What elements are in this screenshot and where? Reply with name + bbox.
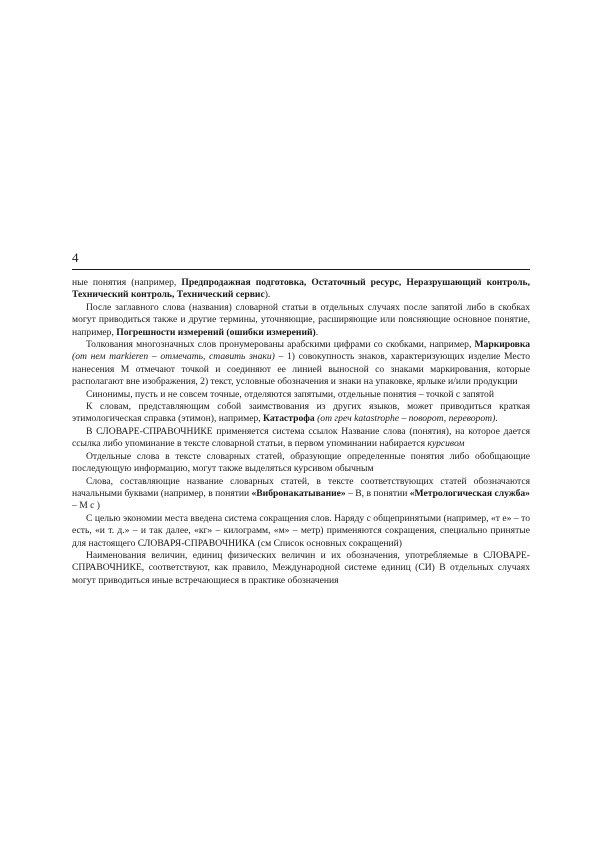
- text-segment: С целью экономии места введена система сокращения слов. Наряду с общепринятыми (например, «т е» – то есть, «и т. д.» – и так далее, «кг» – килограмм, «м» – метр) применяются сокращения, специально принятые для настоящего СЛОВАРЯ-СПРАВОЧНИКА (см Список основных сокращений): [72, 512, 530, 549]
- paragraph: [72, 550, 530, 587]
- bold-term: Маркировка: [474, 339, 530, 351]
- bold-term: «Вибронакатывание»: [251, 487, 346, 499]
- body-text: [72, 277, 530, 587]
- paragraph: [72, 389, 530, 401]
- text-segment: ).: [264, 289, 271, 301]
- text-segment: Наименования величин, единиц физических величин и их обозначения, употребляемые в СЛОВАРЕ-СПРАВОЧНИКЕ, соответствуют, как правило, Международной системе единиц (СИ) В отдельных случаях могут приводиться иные встречающиеся в практике обозначения: [72, 549, 530, 586]
- paragraph: [72, 401, 530, 426]
- paragraph: [72, 302, 530, 339]
- bold-term: Катастрофа: [263, 413, 315, 425]
- paragraph: [72, 277, 530, 302]
- text-segment: – В, в понятии: [345, 487, 410, 499]
- text-segment: Отдельные слова в тексте словарных статей, образующие определенные понятия либо обобщающие последующую информацию, могут также выделяться курсивом обычным: [72, 450, 530, 475]
- italic-text: курсивом: [427, 438, 465, 450]
- bold-term: Предпродажная подготовка, Остаточный ресурс, Неразрушающий контроль, Технический контроль, Технический сервис: [72, 277, 530, 301]
- bold-term: Погрешности измерений (ошибки измерений): [116, 326, 316, 338]
- header-rule: [72, 269, 530, 270]
- text-segment: .: [495, 413, 498, 425]
- italic-text: (от нем markieren – отмечать, ставить знаки): [72, 351, 275, 363]
- text-segment: Слова, составляющие название словарных статей, в тексте соответствующих статей обозначаются начальными буквами (например, в понятии: [72, 475, 530, 499]
- text-segment: После заглавного слова (названия) словарной статьи в отдельных случаях после запятой либо в скобках могут приводиться также и другие термины, уточняющие, расширяющие или поясняющие основное понятие, например,: [72, 301, 530, 338]
- text-segment: – 1) совокупность знаков, характеризующих изделие Место нанесения М отмечают точкой и соединяют ее линией выносной со знаками маркирования, которые располагают вне изображения, 2) текст, условные обозначения и знаки на упаковке, ярлыке и/или продукции: [72, 351, 530, 388]
- text-segment: В СЛОВАРЕ-СПРАВОЧНИКЕ применяется система ссылок Название слова (понятия), на которое дается ссылка либо упоминание в тексте словарной статьи, в первом упоминании набирается: [72, 425, 530, 450]
- text-segment: .: [315, 326, 319, 338]
- page-number: 4: [72, 250, 79, 265]
- paragraph: [72, 426, 530, 451]
- italic-text: (от греч katastrophe – поворот, переворот): [314, 413, 496, 425]
- paragraph: [72, 451, 530, 476]
- paragraph: [72, 339, 530, 389]
- paragraph: [72, 513, 530, 550]
- text-segment: Толкования многозначных слов пронумерованы арабскими цифрами со скобками, например,: [86, 339, 475, 351]
- text-segment: Синонимы, пусть и не совсем точные, отделяются запятыми, отдельные понятия – точкой с запятой: [86, 388, 494, 400]
- text-segment: К словам, представляющим собой заимствования из других языков, может приводиться краткая этимологическая справка (этимон), например,: [72, 401, 530, 425]
- text-segment: – М с ): [72, 500, 100, 512]
- paragraph: [72, 476, 530, 513]
- text-segment: ные понятия (например,: [72, 277, 182, 288]
- bold-term: «Метрологическая служба»: [409, 487, 530, 499]
